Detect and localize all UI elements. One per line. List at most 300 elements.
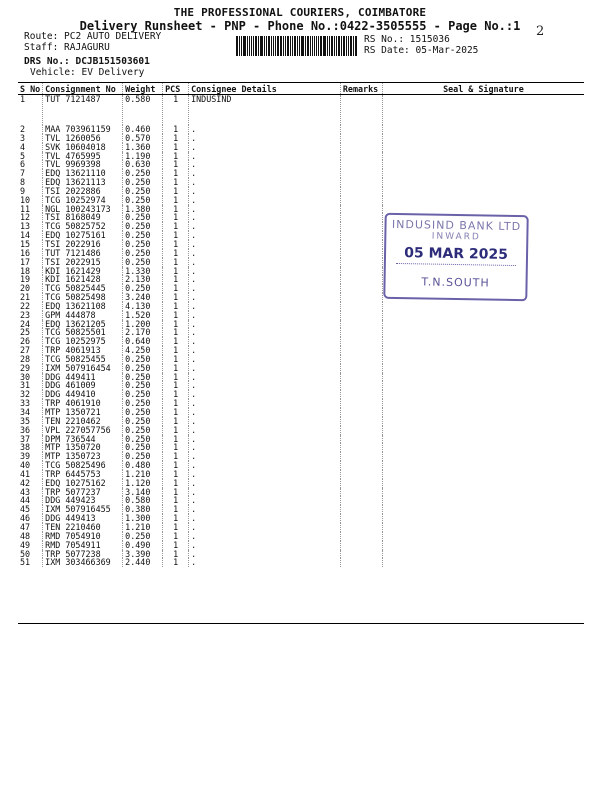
cell-consignee: . [189,178,341,187]
cell-consignment-no: TVL 1260056 [43,134,123,143]
cell-seal [382,443,584,452]
cell-remarks [340,213,382,222]
cell-consignee: . [189,452,341,461]
cell-consignee: . [189,381,341,390]
cell-remarks [340,293,382,302]
cell-seal [382,337,584,346]
cell-consignment-no: TCG 50825445 [43,284,123,293]
cell-sno: 14 [20,230,31,241]
cell-pcs: 1 [163,479,189,488]
cell-remarks [340,364,382,373]
cell-remarks [340,558,382,567]
cell-consignee: . [189,417,341,426]
cell-pcs: 1 [163,470,189,479]
table-row [18,488,584,497]
cell-pcs: 1 [163,532,189,541]
cell-weight: 0.250 [123,364,163,373]
cell-sno: 28 [20,353,31,364]
cell-consignee: . [189,550,341,559]
cell-sno: 18 [20,265,31,276]
cell-weight: 0.480 [123,461,163,470]
cell-consignee: . [189,205,341,214]
cell-pcs: 1 [163,311,189,320]
cell-seal [382,470,584,479]
cell-sno: 12 [20,212,31,223]
drs-number: DRS No.: DCJB151503601 [24,56,150,67]
cell-consignment-no: TRP 5077238 [43,550,123,559]
cell-consignee: . [189,523,341,532]
table-bottom-rule [18,623,584,624]
cell-consignee: . [189,293,341,302]
cell-sno: 5 [20,150,26,161]
cell-weight: 4.130 [123,302,163,311]
cell-consignee: . [189,311,341,320]
table-row [18,125,584,134]
cell-weight: 0.250 [123,532,163,541]
cell-remarks [340,496,382,505]
cell-sno: 3 [20,132,26,143]
cell-consignment-no: KDI 1621429 [43,267,123,276]
stamp-date: 05 MAR 2025 [404,245,509,263]
cell-pcs: 1 [163,302,189,311]
cell-weight: 0.250 [123,381,163,390]
cell-remarks [340,373,382,382]
vehicle-label: Vehicle: EV Delivery [30,67,145,78]
table-row [18,152,584,161]
cell-consignment-no: MAA 703961159 [43,125,123,134]
cell-sno: 29 [20,362,31,373]
cell-pcs: 1 [163,267,189,276]
cell-weight: 0.250 [123,258,163,267]
table-row [18,337,584,346]
cell-seal [382,390,584,399]
cell-consignment-no: SVK 10604018 [43,143,123,152]
cell-weight: 3.140 [123,488,163,497]
cell-pcs: 1 [163,550,189,559]
cell-weight: 0.250 [123,452,163,461]
cell-weight: 0.250 [123,196,163,205]
handwritten-mark: 2 [536,24,545,39]
cell-sno: 45 [20,504,31,515]
cell-consignment-no: TCG 50825501 [43,328,123,337]
cell-weight: 2.130 [123,275,163,284]
cell-weight: 0.250 [123,443,163,452]
cell-consignee: . [189,134,341,143]
cell-pcs: 1 [163,373,189,382]
cell-consignment-no: EDQ 13621108 [43,302,123,311]
cell-pcs: 1 [163,381,189,390]
cell-pcs: 1 [163,514,189,523]
cell-remarks [340,311,382,320]
table-row [18,532,584,541]
cell-weight: 0.250 [123,426,163,435]
table-row [18,373,584,382]
cell-sno: 2 [20,124,26,134]
cell-remarks [340,346,382,355]
cell-remarks [340,514,382,523]
cell-consignment-no: EDQ 10275162 [43,479,123,488]
cell-remarks [340,231,382,240]
cell-consignee: . [189,355,341,364]
cell-sno: 11 [20,203,31,214]
cell-consignee: . [189,505,341,514]
cell-seal [382,143,584,152]
cell-consignee: . [189,426,341,435]
cell-weight: 1.380 [123,205,163,214]
cell-pcs: 1 [163,328,189,337]
cell-seal [382,311,584,320]
cell-weight: 0.380 [123,505,163,514]
cell-consignment-no: KDI 1621428 [43,275,123,284]
cell-weight: 0.570 [123,134,163,143]
cell-consignee: . [189,275,341,284]
cell-remarks [340,320,382,329]
table-row [18,514,584,523]
cell-weight: 0.250 [123,178,163,187]
cell-remarks [340,222,382,231]
cell-weight: 0.250 [123,187,163,196]
cell-pcs: 1 [163,488,189,497]
table-row [18,381,584,390]
cell-weight: 2.440 [123,558,163,567]
cell-sno: 50 [20,548,31,559]
cell-seal [382,328,584,337]
cell-consignment-no: NGL 100243173 [43,205,123,214]
cell-consignee: . [189,514,341,523]
table-row [18,408,584,417]
cell-weight: 0.250 [123,435,163,444]
cell-weight: 0.250 [123,213,163,222]
table-row [18,505,584,514]
cell-consignee: . [189,558,341,567]
cell-seal [382,399,584,408]
cell-consignment-no: TRP 4061913 [43,346,123,355]
cell-weight: 0.580 [123,95,163,126]
col-header-consignee: Consignee Details [189,83,341,95]
cell-remarks [340,541,382,550]
cell-sno: 1 [20,94,26,104]
table-row [18,178,584,187]
cell-seal [382,373,584,382]
col-header-remarks: Remarks [340,83,382,95]
cell-weight: 0.250 [123,355,163,364]
cell-seal [382,125,584,134]
cell-pcs: 1 [163,258,189,267]
cell-pcs: 1 [163,399,189,408]
cell-sno: 15 [20,238,31,249]
company-title: THE PROFESSIONAL COURIERS, COIMBATORE [173,6,427,19]
cell-pcs: 1 [163,452,189,461]
cell-weight: 0.250 [123,399,163,408]
cell-remarks [340,134,382,143]
cell-consignee: . [189,373,341,382]
cell-remarks [340,417,382,426]
table-row [18,302,584,311]
cell-weight: 1.330 [123,267,163,276]
cell-pcs: 1 [163,231,189,240]
cell-sno: 30 [20,371,31,382]
cell-consignee: . [189,231,341,240]
cell-weight: 0.250 [123,231,163,240]
cell-seal [382,541,584,550]
cell-remarks [340,284,382,293]
cell-seal [382,187,584,196]
cell-remarks [340,275,382,284]
cell-consignment-no: TUT 7121486 [43,249,123,258]
cell-consignee: . [189,470,341,479]
cell-sno: 9 [20,185,26,196]
cell-consignment-no: TSI 2022916 [43,240,123,249]
cell-consignee: . [189,399,341,408]
cell-pcs: 1 [163,417,189,426]
table-row [18,558,584,567]
cell-weight: 0.250 [123,417,163,426]
cell-pcs: 1 [163,364,189,373]
cell-weight: 0.250 [123,284,163,293]
cell-remarks [340,205,382,214]
cell-pcs: 1 [163,408,189,417]
cell-consignment-no: IXM 507916454 [43,364,123,373]
cell-pcs: 1 [163,134,189,143]
cell-weight: 0.580 [123,496,163,505]
cell-pcs: 1 [163,95,189,126]
cell-remarks [340,408,382,417]
cell-consignment-no: EDQ 13621205 [43,320,123,329]
cell-seal [382,196,584,205]
cell-pcs: 1 [163,558,189,567]
cell-remarks [340,461,382,470]
staff-label: Staff: RAJAGURU [24,42,110,53]
cell-pcs: 1 [163,337,189,346]
col-header-seal: Seal & Signature [382,83,584,95]
cell-seal [382,496,584,505]
cell-consignee: . [189,479,341,488]
col-header-pcs: PCS [163,83,189,95]
cell-weight: 0.250 [123,390,163,399]
cell-sno: 4 [20,141,26,152]
cell-consignee: . [189,249,341,258]
cell-pcs: 1 [163,426,189,435]
cell-remarks [340,443,382,452]
cell-remarks [340,169,382,178]
stamp-bank-name: INDUSIND BANK LTD [391,217,522,234]
cell-sno: 31 [20,380,31,391]
cell-weight: 0.250 [123,240,163,249]
cell-remarks [340,178,382,187]
cell-seal [382,346,584,355]
table-row [18,479,584,488]
col-header-weight: Weight [123,83,163,95]
cell-remarks [340,452,382,461]
cell-sno: 23 [20,309,31,320]
barcode [236,36,358,56]
cell-sno: 51 [20,557,31,568]
cell-sno: 37 [20,433,31,444]
cell-remarks [340,160,382,169]
cell-seal [382,426,584,435]
cell-consignee: . [189,143,341,152]
table-row [18,426,584,435]
cell-pcs: 1 [163,169,189,178]
cell-consignment-no: TCG 50825496 [43,461,123,470]
cell-sno: 22 [20,300,31,311]
cell-seal [382,178,584,187]
cell-pcs: 1 [163,205,189,214]
cell-sno: 21 [20,292,31,303]
cell-sno: 34 [20,407,31,417]
runsheet-heading: Delivery Runsheet - PNP - Phone No.:0422-3505555 - Page No.:1 [79,19,521,33]
cell-consignment-no: IXM 303466369 [43,558,123,567]
cell-consignment-no: TCG 50825498 [43,293,123,302]
cell-consignee: . [189,320,341,329]
cell-consignee: . [189,364,341,373]
cell-seal [382,461,584,470]
cell-sno: 41 [20,468,31,479]
cell-sno: 13 [20,221,31,232]
cell-consignment-no: TEN 2210462 [43,417,123,426]
cell-consignment-no: TCG 10252974 [43,196,123,205]
cell-consignment-no: TSI 2022915 [43,258,123,267]
cell-consignee: . [189,213,341,222]
table-row [18,443,584,452]
cell-consignee: INDUSIND [189,95,341,126]
cell-consignee: . [189,443,341,452]
table-row [18,143,584,152]
cell-remarks [340,550,382,559]
cell-remarks [340,328,382,337]
cell-remarks [340,470,382,479]
cell-consignment-no: MTP 1350720 [43,443,123,452]
cell-sno: 27 [20,345,31,356]
cell-seal [382,505,584,514]
cell-remarks [340,95,382,126]
cell-consignee: . [189,240,341,249]
cell-weight: 1.200 [123,320,163,329]
cell-weight: 0.250 [123,373,163,382]
col-header-sno: S No [18,83,43,95]
table-row [18,95,584,126]
cell-consignment-no: MTP 1350721 [43,408,123,417]
cell-consignee: . [189,152,341,161]
cell-consignment-no: EDQ 10275161 [43,231,123,240]
cell-consignment-no: DDG 461009 [43,381,123,390]
cell-remarks [340,390,382,399]
cell-pcs: 1 [163,222,189,231]
cell-consignee: . [189,390,341,399]
table-row [18,461,584,470]
stamp-divider [396,263,516,266]
cell-pcs: 1 [163,435,189,444]
cell-seal [382,134,584,143]
cell-consignment-no: TCG 50825455 [43,355,123,364]
cell-pcs: 1 [163,355,189,364]
cell-sno: 17 [20,256,31,267]
cell-consignee: . [189,328,341,337]
cell-sno: 32 [20,389,31,400]
cell-weight: 0.250 [123,169,163,178]
cell-remarks [340,196,382,205]
cell-consignee: . [189,435,341,444]
table-row [18,399,584,408]
cell-consignment-no: DDG 449413 [43,514,123,523]
rs-number: RS No.: 1515036 [364,34,450,45]
cell-seal [382,523,584,532]
cell-consignee: . [189,496,341,505]
cell-sno: 19 [20,274,31,285]
table-row [18,205,584,214]
cell-consignment-no: TSI 8168049 [43,213,123,222]
cell-sno: 42 [20,477,31,488]
cell-consignment-no: TCG 50825752 [43,222,123,231]
cell-remarks [340,302,382,311]
cell-remarks [340,337,382,346]
cell-pcs: 1 [163,443,189,452]
cell-consignee: . [189,461,341,470]
cell-consignee: . [189,267,341,276]
cell-sno: 46 [20,513,31,524]
cell-sno: 16 [20,247,31,258]
cell-remarks [340,267,382,276]
cell-remarks [340,249,382,258]
cell-seal [382,558,584,567]
cell-seal [382,417,584,426]
cell-pcs: 1 [163,143,189,152]
cell-consignee: . [189,196,341,205]
cell-consignment-no: TVL 9969398 [43,160,123,169]
cell-sno: 36 [20,424,31,435]
cell-weight: 1.210 [123,470,163,479]
cell-seal [382,320,584,329]
cell-sno: 39 [20,451,31,462]
cell-seal [382,479,584,488]
cell-consignment-no: DDG 449423 [43,496,123,505]
cell-sno: 43 [20,486,31,497]
cell-consignee: . [189,284,341,293]
cell-weight: 1.520 [123,311,163,320]
cell-remarks [340,426,382,435]
cell-remarks [340,143,382,152]
cell-consignee: . [189,187,341,196]
cell-remarks [340,355,382,364]
cell-pcs: 1 [163,240,189,249]
cell-sno: 33 [20,398,31,409]
cell-seal [382,514,584,523]
cell-weight: 0.640 [123,337,163,346]
cell-sno: 49 [20,539,31,550]
cell-consignee: . [189,408,341,417]
cell-consignment-no: TUT 7121487 [43,95,123,126]
runsheet-table [18,82,584,567]
cell-consignment-no: MTP 1350723 [43,452,123,461]
cell-sno: 48 [20,530,31,541]
cell-remarks [340,479,382,488]
cell-sno: 47 [20,521,31,532]
cell-weight: 0.250 [123,408,163,417]
cell-sno: 40 [20,460,31,471]
cell-pcs: 1 [163,213,189,222]
cell-sno: 35 [20,415,31,426]
cell-consignment-no: EDQ 13621110 [43,169,123,178]
cell-weight: 0.460 [123,125,163,134]
cell-consignment-no: DDG 449410 [43,390,123,399]
cell-consignment-no: TCG 10252975 [43,337,123,346]
cell-consignment-no: TRP 4061910 [43,399,123,408]
cell-consignment-no: TSI 2022886 [43,187,123,196]
bank-inward-stamp [383,213,528,302]
cell-pcs: 1 [163,187,189,196]
cell-consignment-no: DPM 736544 [43,435,123,444]
cell-seal [382,381,584,390]
